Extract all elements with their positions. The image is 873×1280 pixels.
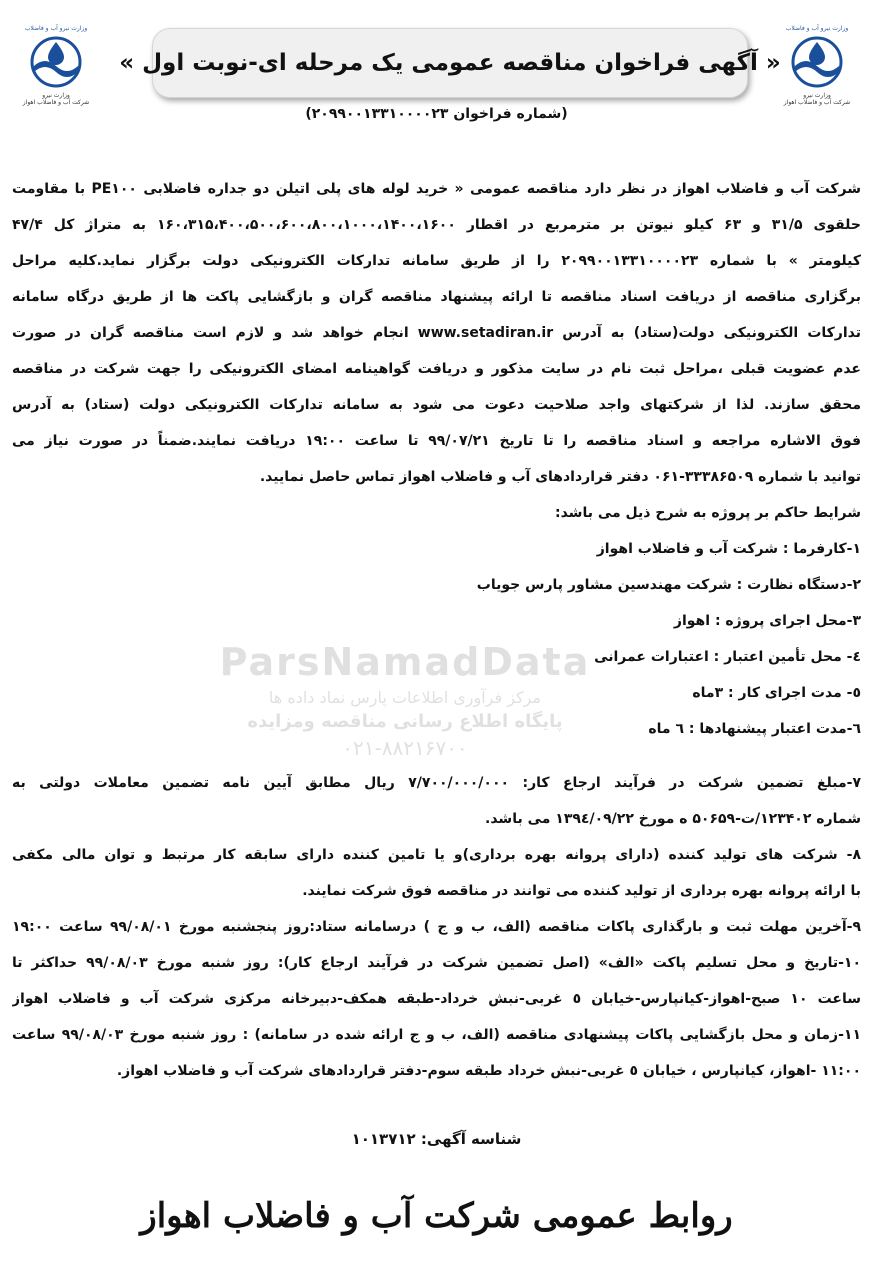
- body-line: برگزاری مناقصه از دریافت اسناد مناقصه تا ارائه پیشنهاد مناقصه گران و بازگشایی پاکت ها از طریق درگاه سامانه: [12, 289, 861, 305]
- condition-item: ٤- محل تأمین اعتبار : اعتبارات عمرانی: [594, 649, 861, 665]
- condition-item: ۸- شرکت های تولید کننده (دارای پروانه بهره برداری)و یا تامین کننده دارای سابقه کار مرتبط و توان مالی مکفی: [12, 847, 861, 863]
- logo-caption-ministry: وزارت نیرو: [42, 92, 70, 99]
- logo-caption-ministry: وزارت نیرو: [803, 92, 831, 99]
- body-line: کیلومتر » با شماره ۲۰۹۹۰۰۱۳۳۱۰۰۰۰۲۳ را از طریق سامانه تدارکات الکترونیکی دولت برگزار نماید.کلیه مراحل: [12, 253, 861, 269]
- body-line: تدارکات الکترونیکی دولت(ستاد) به آدرس www.setadiran.ir انجام خواهد شد و لازم است مناقصه گران در صورت: [12, 325, 861, 341]
- condition-item: ٥- مدت اجرای کار : ۳ماه: [692, 685, 861, 701]
- condition-item: ۲-دستگاه نظارت : شرکت مهندسین مشاور پارس جویاب: [476, 577, 861, 593]
- tender-number: (شماره فراخوان ۲۰۹۹۰۰۱۳۳۱۰۰۰۰۲۳): [305, 106, 568, 122]
- page-title: « آگهی فراخوان مناقصه عمومی یک مرحله ای-نوبت اول »: [119, 50, 781, 76]
- condition-item: ۳-محل اجرای پروژه : اهواز: [673, 613, 861, 629]
- body-line: شرکت آب و فاضلاب اهواز در نظر دارد مناقصه عمومی « خرید لوله های پلی اتیلن دو جداره فاضلابی PE۱۰۰ با مقاومت: [12, 181, 861, 197]
- watermark-phone: ۰۲۱-۸۸۲۱۶۷۰۰: [342, 736, 468, 760]
- ad-identifier: شناسه آگهی: ۱۰۱۳۷۱۲: [351, 1130, 522, 1148]
- body-line: فوق الاشاره مراجعه و اسناد مناقصه را تا تاریخ ۹۹/۰۷/۲۱ تا ساعت ۱۹:۰۰ دریافت نمایند.ضمناً در صورت نیاز می: [12, 433, 861, 449]
- condition-item: ۱۰-تاریخ و محل تسلیم پاکت «الف» (اصل تضمین شرکت در فرآیند ارجاع کار): روز شنبه مورخ ۹۹/۰۸/۰۳ حداکثر تا: [12, 955, 861, 971]
- water-drop-logo-icon: [28, 36, 84, 88]
- watermark-line-2: پایگاه اطلاع رسانی مناقصه ومزایده: [247, 711, 563, 732]
- condition-item: با ارائه پروانه بهره برداری از تولید کننده می توانند در مناقصه فوق شرکت نمایند.: [302, 883, 861, 899]
- logo-arc-text: وزارت نیرو آب و فاضلاب: [785, 25, 849, 32]
- company-logo-left: [10, 24, 102, 116]
- logo-arc-text: وزارت نیرو آب و فاضلاب: [24, 25, 88, 32]
- body-line: عدم عضویت قبلی ،مراحل ثبت نام در سایت مذکور و دریافت گواهینامه امضای الکترونیکی را جهت شرکت در مناقصه: [12, 361, 861, 377]
- condition-item: ۱۱:۰۰ -اهواز، کیانپارس ، خیابان ٥ غربی-نبش خرداد طبقه سوم-دفتر قراردادهای شرکت آب و فاضلاب اهواز.: [116, 1063, 861, 1079]
- title-banner: [119, 28, 781, 98]
- body-line: محقق سازند. لذا از شرکتهای واجد صلاحیت دعوت می شود به سامانه تدارکات الکترونیکی دولت (ستاد) به آدرس: [12, 397, 861, 413]
- body-line: حلقوی ۳۱/۵ و ۶۳ کیلو نیوتن بر مترمربع در اقطار ۱۶۰،۳۱۵،۴۰۰،۵۰۰،۶۰۰،۸۰۰،۱۰۰۰،۱۴۰۰،۱۶۰۰ به متراژ کل ۴۷/۴: [12, 217, 861, 233]
- watermark-line-1: مرکز فرآوری اطلاعات پارس نماد داده ها: [268, 688, 542, 707]
- condition-item: ۷-مبلغ تضمین شرکت در فرآیند ارجاع کار: ۷/۷۰۰/۰۰۰/۰۰۰ ریال مطابق آیین نامه تضمین معاملات دولتی به: [12, 775, 861, 791]
- logo-caption-company: شرکت آب و فاضلاب اهواز: [783, 99, 851, 106]
- company-logo-right: [771, 24, 863, 116]
- condition-item: ۹-آخرین مهلت ثبت و بارگذاری پاکات مناقصه (الف، ب و ج ) درسامانه ستاد:روز پنجشنبه مورخ ۹۹/۰۸/۰۱ ساعت ۱۹:۰۰: [12, 919, 861, 935]
- condition-item: ساعت ۱۰ صبح-اهواز-کیانپارس-خیابان ٥ غربی-نبش خرداد-طبقه همکف-دبیرخانه مرکزی شرکت آب و فاضلاب اهواز: [12, 991, 861, 1007]
- conditions-heading: شرایط حاکم بر پروژه به شرح ذیل می باشد:: [555, 505, 861, 521]
- condition-item: ٦-مدت اعتبار پیشنهادها : ٦ ماه: [648, 721, 861, 737]
- condition-item: شماره ۱۲۳۴۰۲/ت-۵۰۶۵۹ ه مورخ ۱۳۹٤/۰۹/۲۲ می باشد.: [485, 811, 861, 827]
- footer-public-relations: روابط عمومی شرکت آب و فاضلاب اهواز: [140, 1196, 733, 1236]
- condition-item: ۱-کارفرما : شرکت آب و فاضلاب اهواز: [596, 541, 861, 557]
- water-drop-logo-icon: [789, 36, 845, 88]
- logo-caption-company: شرکت آب و فاضلاب اهواز: [22, 99, 90, 106]
- watermark-brand: ParsNamadData: [219, 640, 591, 684]
- body-line: توانید با شماره ۳۳۳۸۶۵۰۹-۰۶۱ دفتر قراردادهای آب و فاضلاب اهواز تماس حاصل نمایید.: [259, 469, 861, 485]
- condition-item: ۱۱-زمان و محل بازگشایی پاکات پیشنهادی مناقصه (الف، ب و ج ارائه شده در سامانه) : روز شنبه مورخ ۹۹/۰۸/۰۳ ساعت: [12, 1027, 861, 1043]
